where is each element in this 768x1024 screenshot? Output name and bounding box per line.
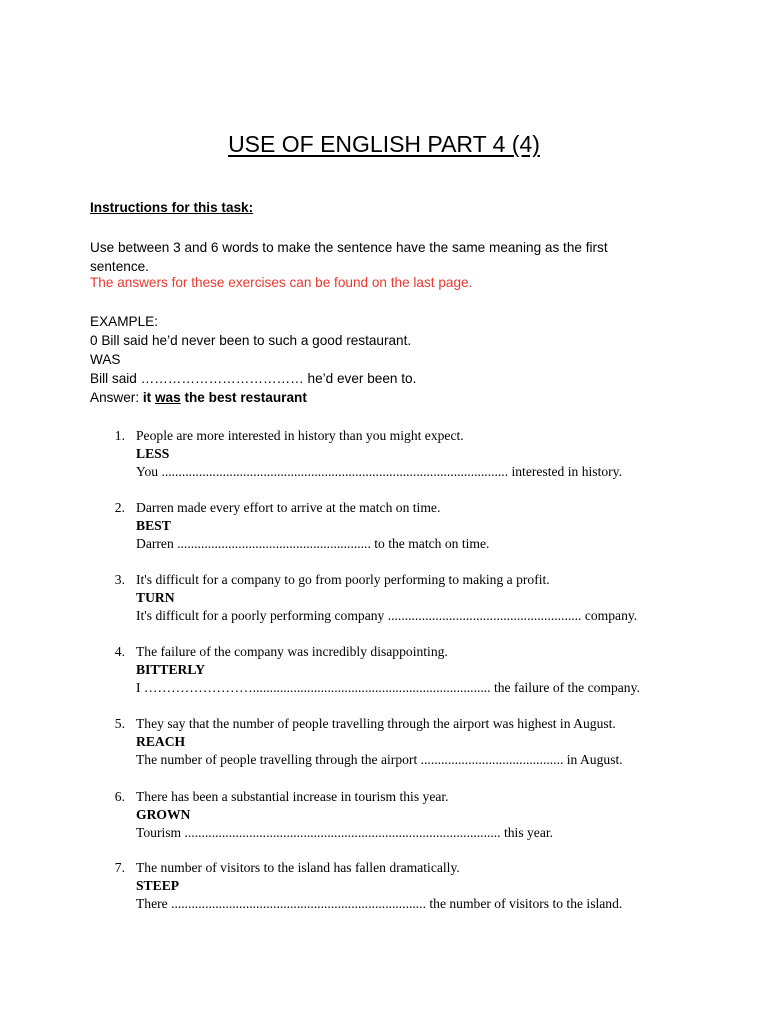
item-gap-sentence: Tourism ............................................................................................. this year. (136, 825, 554, 840)
item-sentence: The number of visitors to the island has fallen dramatically. (136, 860, 460, 875)
example-sentence: 0 Bill said he’d never been to such a good restaurant. (90, 333, 412, 348)
item-number: 5. (114, 716, 125, 731)
example-gap-sentence: Bill said ……………………………… he’d ever been to. (90, 371, 417, 386)
item-number: 7. (114, 860, 125, 875)
item-sentence: It's difficult for a company to go from poorly performing to making a profit. (136, 572, 550, 587)
item-number: 1. (114, 428, 125, 443)
item-sentence: Darren made every effort to arrive at the match on time. (136, 500, 441, 515)
example-label: EXAMPLE: (90, 314, 158, 329)
example-keyword: WAS (90, 352, 121, 367)
item-number: 6. (114, 789, 125, 804)
item-number: 3. (114, 572, 125, 587)
item-number: 2. (114, 500, 125, 515)
example-answer-label: Answer: (90, 390, 140, 405)
item-keyword: LESS (136, 446, 170, 461)
item-keyword: TURN (136, 590, 175, 605)
item-number: 4. (114, 644, 125, 659)
example-answer-part1: it (142, 390, 152, 405)
page-title: USE OF ENGLISH PART 4 (4) (228, 131, 540, 157)
item-keyword: REACH (136, 734, 186, 749)
item-sentence: The failure of the company was incredibly disappointing. (136, 644, 448, 659)
item-keyword: BEST (136, 518, 171, 533)
item-sentence: People are more interested in history than you might expect. (136, 428, 464, 443)
item-gap-sentence: You ...................................................................................................... interested in history. (136, 464, 622, 479)
item-keyword: GROWN (136, 807, 191, 822)
example-answer-part2: the best restaurant (184, 390, 307, 405)
item-gap-sentence: It's difficult for a poorly performing company ......................................................... company. (136, 608, 638, 623)
item-sentence: They say that the number of people travelling through the airport was highest in August. (136, 716, 616, 731)
item-gap-sentence: The number of people travelling through the airport .......................................... in August. (136, 752, 623, 767)
example-answer (90, 388, 307, 407)
item-sentence: There has been a substantial increase in tourism this year. (136, 789, 449, 804)
instructions-text: Use between 3 and 6 words to make the sentence have the same meaning as the first sentence. (90, 240, 608, 274)
example-answer-keyword: was (154, 390, 181, 405)
answers-note: The answers for these exercises can be found on the last page. (90, 275, 473, 290)
item-keyword: BITTERLY (136, 662, 206, 677)
item-gap-sentence: I ……………………...................................................................... the failure of the company. (136, 680, 640, 695)
item-keyword: STEEP (136, 878, 180, 893)
item-gap-sentence: There ........................................................................... the number of visitors to the island. (136, 896, 623, 911)
instructions-heading: Instructions for this task: (90, 200, 254, 215)
item-gap-sentence: Darren ......................................................... to the match on time. (136, 536, 490, 551)
